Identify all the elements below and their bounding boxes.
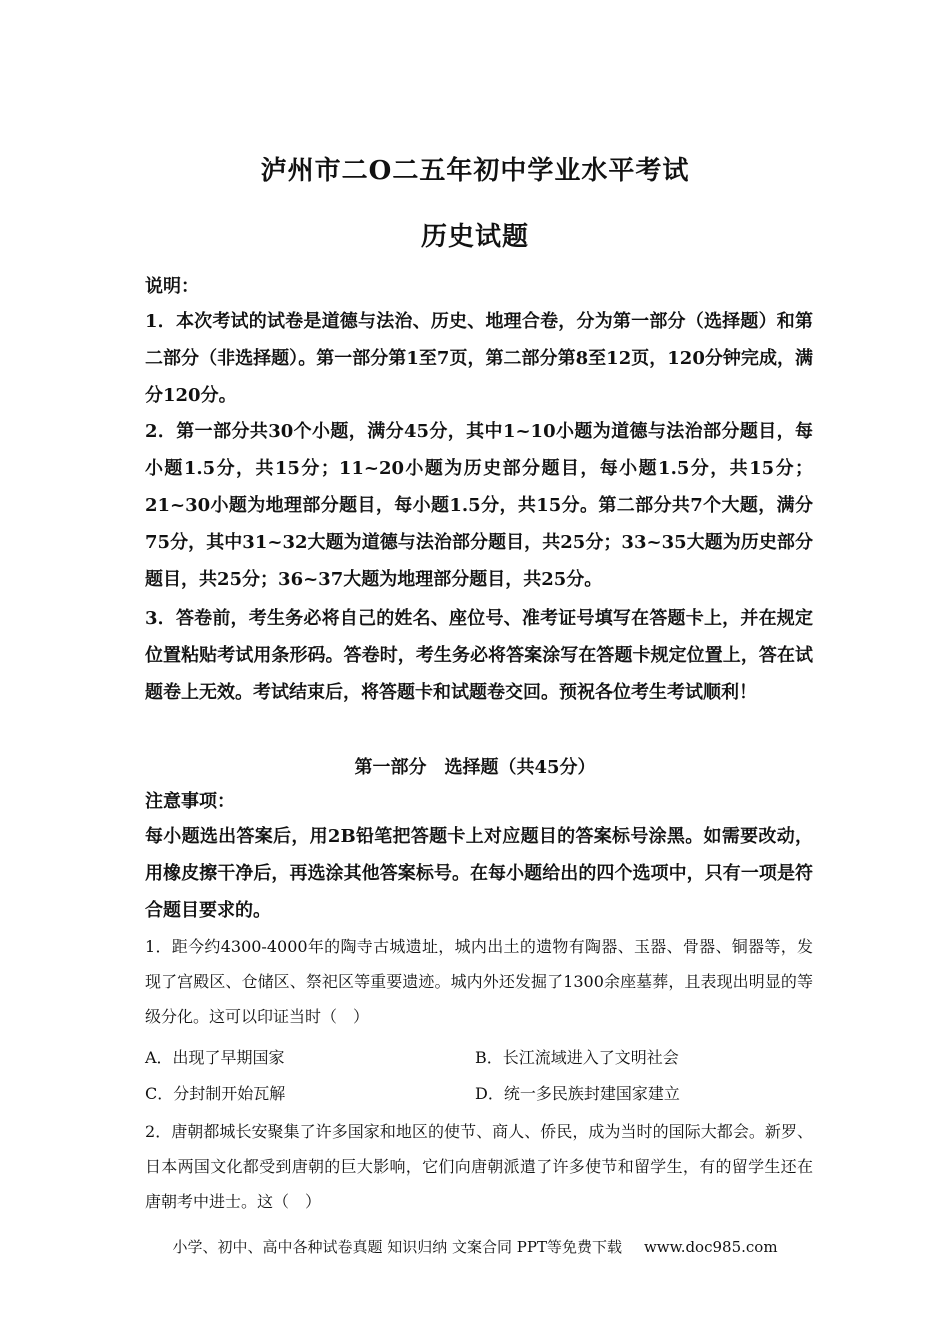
option-c: C．分封制开始瓦解 bbox=[145, 1084, 286, 1103]
part-one-heading: 第一部分 选择题（共45分） bbox=[354, 757, 596, 778]
footer-url: www.doc985.com bbox=[643, 1238, 778, 1256]
instruction-item-1: 1．本次考试的试卷是道德与法治、历史、地理合卷，分为第一部分（选择题）和第二部分（非选择题）。第一部分第1至7页，第二部分第8至12页，120分钟完成，满分120分。 bbox=[145, 311, 813, 406]
exam-subtitle: 历史试题 bbox=[420, 222, 529, 252]
instructions-heading: 说明： bbox=[145, 276, 199, 297]
instruction-item-3: 3．答卷前，考生务必将自己的姓名、座位号、准考证号填写在答题卡上，并在规定位置粘贴考试用条形码。答卷时，考生务必将答案涂写在答题卡规定位置上，答在试题卷上无效。考试结束后，将答题卡和试题卷交回。预祝各位考生考试顺利！ bbox=[145, 608, 813, 703]
option-d: D．统一多民族封建国家建立 bbox=[475, 1084, 680, 1103]
instruction-item-2: 2．第一部分共30个小题，满分45分，其中1~10小题为道德与法治部分题目，每小题1.5分，共15分；11~20小题为历史部分题目，每小题1.5分，共15分；21~30小题为地理部分题目，每小题1.5分，共15分。第二部分共7个大题，满分75分，其中31~32大题为道德与法治部分题目，共25分；33~35大题为历史部分题目，共25分；36~37大题为地理部分题目，共25分。 bbox=[145, 421, 813, 590]
question-1-stem: 1．距今约4300-4000年的陶寺古城遗址，城内出土的遗物有陶器、玉器、骨器、铜器等，发现了宫殿区、仓储区、祭祀区等重要遗迹。城内外还发掘了1300余座墓葬，且表现出明显的等级分化。这可以印证当时（ ） bbox=[145, 937, 813, 1026]
footer-text: 小学、初中、高中各种试卷真题 知识归纳 文案合同 PPT等免费下载 bbox=[172, 1238, 622, 1256]
notes-heading: 注意事项： bbox=[145, 791, 235, 812]
page-footer bbox=[0, 1236, 950, 1257]
exam-title: 泸州市二O二五年初中学业水平考试 bbox=[260, 156, 690, 186]
notes-text: 每小题选出答案后，用2B铅笔把答题卡上对应题目的答案标号涂黑。如需要改动，用橡皮擦干净后，再选涂其他答案标号。在每小题给出的四个选项中，只有一项是符合题目要求的。 bbox=[145, 826, 813, 921]
option-b: B．长江流域进入了文明社会 bbox=[475, 1048, 679, 1067]
option-a: A．出现了早期国家 bbox=[145, 1048, 285, 1067]
question-2-stem: 2．唐朝都城长安聚集了许多国家和地区的使节、商人、侨民，成为当时的国际大都会。新罗、日本两国文化都受到唐朝的巨大影响，它们向唐朝派遣了许多使节和留学生，有的留学生还在唐朝考中进士。这（ ） bbox=[145, 1122, 813, 1211]
